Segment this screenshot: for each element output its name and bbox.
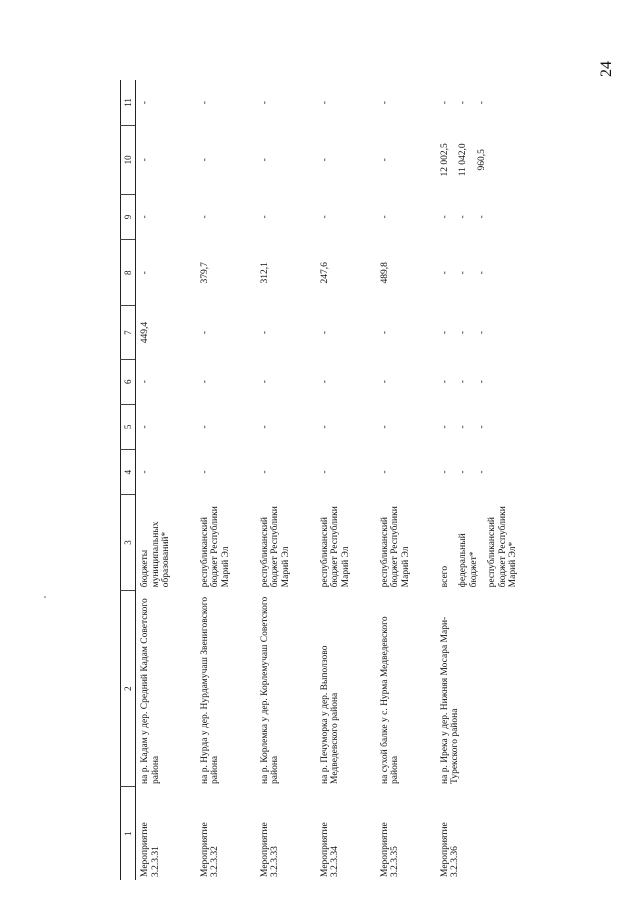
event-location: на р. Ирека у дер. Нижняя Мосара Мари-Турекского района	[439, 616, 460, 784]
value-cell: 312,1	[259, 262, 270, 284]
value-cell: -	[379, 330, 390, 335]
value-cell: -	[199, 425, 210, 429]
header-row	[121, 80, 136, 880]
value-cell: -	[379, 470, 390, 474]
value: -	[439, 470, 450, 474]
value-cell: -	[199, 470, 210, 474]
value-cell: -	[319, 330, 330, 335]
value: -	[458, 425, 468, 429]
value: -	[439, 101, 450, 105]
event-id: Мероприятие 3.2.3.33	[259, 822, 280, 877]
col-header: 5	[121, 404, 136, 449]
value: -	[439, 215, 450, 219]
value: -	[458, 215, 468, 219]
funding-source: республиканский бюджет Республики Марий Эл	[259, 506, 291, 588]
value: -	[476, 271, 487, 275]
table-row	[376, 80, 436, 880]
value-cell: -	[319, 470, 330, 474]
funding-republic: республиканский бюджет Республики Марий Эл*	[487, 506, 518, 588]
value: -	[476, 330, 487, 335]
value-cell: -	[319, 215, 330, 219]
funding-source: республиканский бюджет Республики Марий Эл	[379, 506, 411, 588]
value: -	[476, 380, 487, 384]
event-location: на р. Печуморка у дер. Выползово Медведевского района	[319, 645, 340, 784]
col-header: 6	[121, 359, 136, 404]
value: -	[458, 470, 468, 474]
event-id: Мероприятие 3.2.3.32	[199, 822, 220, 877]
value-cell	[436, 306, 531, 359]
value: -	[458, 271, 468, 275]
value-cell: -	[379, 425, 390, 429]
funding-source: республиканский бюджет Республики Марий Эл	[319, 506, 351, 588]
value: -	[458, 101, 468, 105]
value-cell: -	[140, 271, 150, 275]
value-cell: -	[379, 158, 390, 162]
table-row	[196, 80, 256, 880]
value: 12 002,5	[439, 143, 450, 177]
value: -	[476, 101, 487, 105]
value-cell: -	[140, 158, 150, 162]
budget-table	[120, 80, 531, 880]
value-cell: -	[199, 158, 210, 162]
value: -	[439, 271, 450, 275]
event-id: Мероприятие 3.2.3.31	[140, 822, 161, 877]
event-location: на р. Нурда у дер. Нурдамучаш Звениговского района	[199, 596, 220, 784]
funding-source	[436, 495, 531, 591]
funding-federal: федеральный бюджет*	[458, 533, 479, 588]
value-cell: -	[259, 158, 270, 162]
value: 11 042,0	[458, 143, 468, 177]
value-cell: -	[259, 380, 270, 384]
funding-total: всего	[439, 565, 450, 588]
col-header: 8	[121, 240, 136, 306]
value-cell: -	[140, 380, 150, 384]
value-cell: -	[140, 470, 150, 474]
value-cell: -	[319, 158, 330, 162]
value-cell: -	[259, 101, 270, 105]
value-cell: -	[259, 330, 270, 335]
value-cell: -	[319, 101, 330, 105]
value-cell	[436, 125, 531, 194]
table-row	[436, 80, 531, 880]
col-header: 4	[121, 449, 136, 494]
funding-source: республиканский бюджет Республики Марий Эл	[199, 506, 231, 588]
table-row	[316, 80, 376, 880]
value-cell: -	[140, 101, 150, 105]
col-header: 9	[121, 194, 136, 239]
event-id: Мероприятие 3.2.3.35	[379, 822, 400, 877]
value: -	[476, 425, 487, 429]
event-location: на сухой балке у с. Нурма Медведевского района	[379, 616, 400, 784]
value-cell: 379,7	[199, 262, 210, 284]
value-cell: 489,8	[379, 262, 390, 284]
value: -	[439, 380, 450, 384]
value-cell: 449,4	[140, 321, 150, 344]
value-cell: -	[319, 425, 330, 429]
value-cell	[436, 449, 531, 494]
value-cell: -	[199, 330, 210, 335]
value: -	[458, 330, 468, 335]
value-cell: -	[259, 470, 270, 474]
value-cell: -	[379, 101, 390, 105]
col-header: 10	[121, 125, 136, 194]
value-cell: -	[259, 425, 270, 429]
value-cell: -	[259, 215, 270, 219]
value-cell	[436, 359, 531, 404]
event-id: Мероприятие 3.2.3.36	[439, 822, 460, 877]
col-header: 11	[121, 80, 136, 125]
value: -	[476, 470, 487, 474]
value-cell: -	[319, 380, 330, 384]
value: -	[458, 380, 468, 384]
value-cell: -	[199, 101, 210, 105]
funding-source: бюджеты муниципальных образований*	[140, 521, 171, 588]
col-header: 3	[121, 495, 136, 591]
table-row	[256, 80, 316, 880]
value-cell: -	[140, 215, 150, 219]
event-location: на р. Корлемка у дер. Корлемучаш Советского района	[259, 596, 280, 784]
value-cell: -	[379, 380, 390, 384]
value-cell	[436, 404, 531, 449]
scan-speck	[44, 596, 46, 598]
table-row	[136, 80, 196, 880]
rotated-table-container	[120, 80, 570, 880]
event-location: на р. Кадам у дер. Средний Кадам Советского района	[140, 598, 161, 784]
value: -	[439, 330, 450, 335]
value: -	[476, 215, 487, 219]
value-cell	[436, 240, 531, 306]
col-header: 7	[121, 306, 136, 359]
value-cell: -	[140, 425, 150, 429]
value-cell: 247,6	[319, 262, 330, 284]
value-cell: -	[199, 215, 210, 219]
value-cell: -	[379, 215, 390, 219]
value-cell	[436, 194, 531, 239]
page-number: 24	[598, 61, 615, 77]
value-cell	[436, 80, 531, 125]
value: 960,5	[476, 149, 487, 171]
value: -	[439, 425, 450, 429]
value-cell: -	[199, 380, 210, 384]
col-header: 2	[121, 590, 136, 787]
event-id: Мероприятие 3.2.3.34	[319, 822, 340, 877]
col-header: 1	[121, 787, 136, 880]
